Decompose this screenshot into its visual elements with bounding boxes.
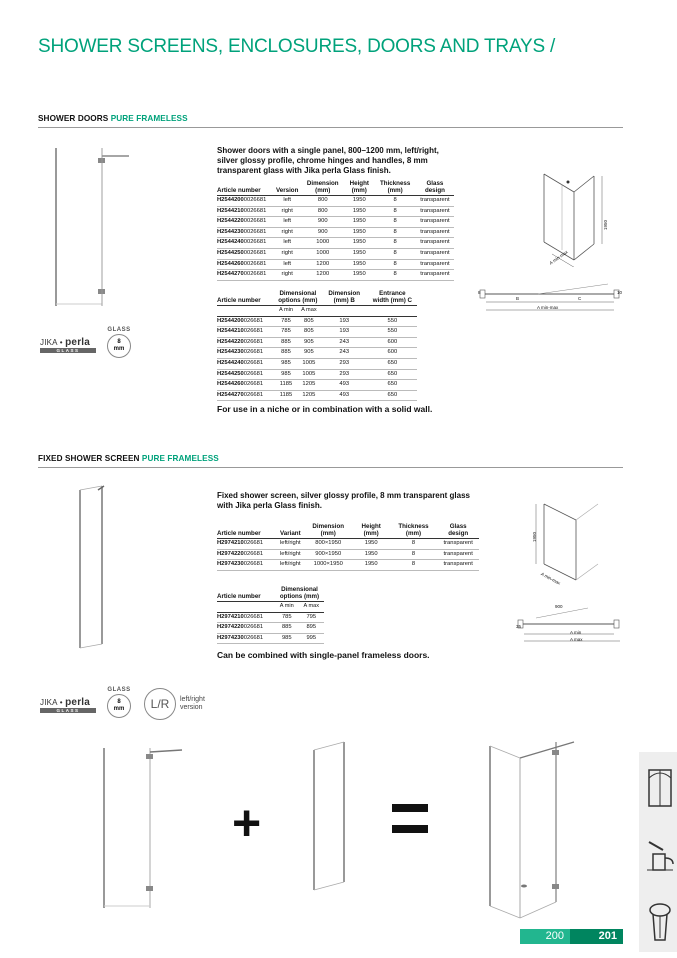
dim-a-iso-1: A min-max xyxy=(548,249,569,266)
article-suffix: 026681 xyxy=(243,624,264,631)
col-variant: Variant xyxy=(277,523,304,539)
article-suffix: 0026681 xyxy=(243,197,267,203)
section1-note: For use in a niche or in combination with a solid wall. xyxy=(217,404,433,414)
heading-accent: PURE FRAMELESS xyxy=(110,114,188,123)
table-cell: 1000 xyxy=(301,248,344,259)
dim-left-plan-2: 35 xyxy=(516,624,522,629)
table-cell: 550 xyxy=(368,316,417,327)
col-options: Dimensional options (mm) xyxy=(275,586,324,602)
table-cell: transparent xyxy=(416,238,454,249)
col-dimension: Dimension (mm) xyxy=(301,180,344,196)
article-main: H2544200 xyxy=(217,317,244,324)
article-main: H2544250 xyxy=(217,370,244,377)
table-cell: left xyxy=(273,238,301,249)
table-cell: 795 xyxy=(299,612,324,623)
table-cell: 985 xyxy=(275,369,297,380)
article-suffix: 026681 xyxy=(243,338,264,345)
article-main: H2544240 xyxy=(217,239,244,246)
col-article: Article number xyxy=(217,523,277,539)
table-cell: 1205 xyxy=(297,380,321,391)
table-cell: 8 xyxy=(390,539,438,550)
heading-plain: SHOWER DOORS xyxy=(38,114,111,123)
article-suffix: 0026681 xyxy=(243,239,267,246)
article-cell xyxy=(217,390,275,401)
table-cell: 1950 xyxy=(344,206,374,217)
table-row xyxy=(217,316,417,327)
dim-amax-plan-2: A max xyxy=(570,637,583,642)
article-cell xyxy=(217,196,273,207)
col-thickness: Thickness (mm) xyxy=(374,180,415,196)
table-cell: A min xyxy=(275,306,297,317)
glass-mm-unit: mm xyxy=(113,706,125,712)
article-main: H2544260 xyxy=(217,260,244,267)
logo-brand-b: perla xyxy=(65,337,91,348)
table-cell: left/right xyxy=(277,539,304,550)
table-row xyxy=(217,358,417,369)
table-subheader-row xyxy=(217,306,417,317)
table-cell: 8 xyxy=(390,560,438,571)
glass-arc-text: GLASS xyxy=(107,327,131,333)
article-cell xyxy=(217,217,273,228)
table-cell: A max xyxy=(297,306,321,317)
section-rule xyxy=(38,467,623,468)
table-row xyxy=(217,196,454,207)
article-suffix: 0026681 xyxy=(243,228,267,235)
table-cell: 985 xyxy=(275,358,297,369)
article-main: H2544200 xyxy=(217,197,244,203)
article-cell xyxy=(217,348,275,359)
table-cell: 905 xyxy=(297,337,321,348)
eq-enclosure-illustration xyxy=(484,736,580,920)
table-row xyxy=(217,380,417,391)
table-row xyxy=(217,560,479,571)
section1-description: Shower doors with a single panel, 800–1200 mm, left/right, silver glossy profile, chrome hinges and handles, 8 mm transparent glass with Jika perla Glass finish. xyxy=(217,146,439,175)
col-article: Article number xyxy=(217,586,275,602)
table-cell: left/right xyxy=(277,549,304,560)
article-suffix: 0026681 xyxy=(243,249,267,256)
table-cell: 895 xyxy=(299,623,324,634)
article-suffix: 026681 xyxy=(243,550,264,557)
table-cell xyxy=(321,306,368,317)
table-cell: 8 xyxy=(374,227,415,238)
page-number-left: 200 xyxy=(520,929,570,944)
table-cell: 885 xyxy=(275,623,299,634)
table-cell xyxy=(217,306,275,317)
table-cell xyxy=(368,306,417,317)
article-cell xyxy=(217,206,273,217)
section2-spec-table xyxy=(217,523,479,571)
glass-arc-text: GLASS xyxy=(107,687,131,693)
article-cell xyxy=(217,560,277,571)
section2-options-table xyxy=(217,586,324,644)
dim-top-plan-2: 900 xyxy=(555,604,563,609)
table-cell: 1950 xyxy=(344,217,374,228)
table-cell: 1000×1950 xyxy=(304,560,353,571)
table-cell: 293 xyxy=(321,369,368,380)
table-row xyxy=(217,390,417,401)
lr-line2: version xyxy=(180,704,203,711)
door-plan-diagram xyxy=(478,280,624,316)
table-cell xyxy=(217,602,275,613)
article-main: H2544250 xyxy=(217,249,244,256)
table-cell: 1950 xyxy=(344,248,374,259)
table-cell: 650 xyxy=(368,390,417,401)
glass-circle xyxy=(107,694,131,718)
table-cell: 1005 xyxy=(297,358,321,369)
article-suffix: 026681 xyxy=(243,381,264,388)
article-main: H2974220 xyxy=(217,550,244,557)
article-cell xyxy=(217,227,273,238)
table-cell: left xyxy=(273,217,301,228)
table-cell: 1950 xyxy=(353,549,390,560)
lr-badge: L/R xyxy=(144,688,176,720)
section2-table2-body xyxy=(217,602,324,644)
table-cell: right xyxy=(273,206,301,217)
section1-table1-body xyxy=(217,196,454,281)
shower-door-illustration xyxy=(44,146,136,308)
heading-plain: FIXED SHOWER SCREEN xyxy=(38,454,142,463)
table-cell: 800 xyxy=(301,196,344,207)
col-dimension: Dimension (mm) xyxy=(304,523,353,539)
table-cell: transparent xyxy=(416,227,454,238)
plus-symbol: + xyxy=(232,795,262,851)
table-cell: 600 xyxy=(368,337,417,348)
article-suffix: 026681 xyxy=(243,349,264,356)
table-cell: 193 xyxy=(321,316,368,327)
table-row xyxy=(217,248,454,259)
table-cell: 905 xyxy=(297,348,321,359)
col-dimension-b: Dimension (mm) B xyxy=(321,290,368,306)
dim-a-iso-2: A min-max xyxy=(540,571,562,586)
table-cell: A max xyxy=(299,602,324,613)
table-cell: 885 xyxy=(275,348,297,359)
table-cell: 493 xyxy=(321,380,368,391)
section-rule xyxy=(38,127,623,128)
table-cell: 1950 xyxy=(344,238,374,249)
col-thickness: Thickness (mm) xyxy=(390,523,438,539)
table-row xyxy=(217,217,454,228)
table-row xyxy=(217,327,417,338)
table-cell: 493 xyxy=(321,390,368,401)
table-cell: 1950 xyxy=(344,196,374,207)
table-cell: 900 xyxy=(301,217,344,228)
table-cell: A min xyxy=(275,602,299,613)
col-glass: Glass design xyxy=(437,523,479,539)
eq-screen-illustration xyxy=(306,740,352,892)
table-cell: 8 xyxy=(374,206,415,217)
article-cell xyxy=(217,549,277,560)
table-cell: left/right xyxy=(277,560,304,571)
table-cell: 550 xyxy=(368,327,417,338)
heading-accent: PURE FRAMELESS xyxy=(141,454,219,463)
toilet-icon[interactable] xyxy=(647,900,673,944)
glass-8mm-badge xyxy=(104,327,134,361)
table-row xyxy=(217,337,417,348)
table-row xyxy=(217,539,479,550)
table-cell: transparent xyxy=(416,217,454,228)
section1-table2-body xyxy=(217,306,417,401)
article-main: H2544230 xyxy=(217,349,244,356)
faucet-icon[interactable] xyxy=(645,834,675,874)
table-cell: 1950 xyxy=(344,270,374,281)
article-suffix: 0026681 xyxy=(243,218,267,225)
table-cell: 8 xyxy=(374,196,415,207)
article-suffix: 0026681 xyxy=(243,207,267,214)
table-cell: 1200 xyxy=(301,259,344,270)
article-main: H2974230 xyxy=(217,634,244,641)
article-cell xyxy=(217,316,275,327)
article-suffix: 026681 xyxy=(243,540,264,546)
table-cell: 1950 xyxy=(344,259,374,270)
logo-brand-a: JIKA xyxy=(40,338,58,347)
table-cell: 800 xyxy=(301,206,344,217)
article-main: H2974210 xyxy=(217,540,244,546)
table-cell: 1185 xyxy=(275,380,297,391)
table-subheader-row xyxy=(217,602,324,613)
table-cell: 8 xyxy=(374,217,415,228)
table-row xyxy=(217,238,454,249)
article-main: H2544220 xyxy=(217,218,244,225)
article-main: H2544210 xyxy=(217,328,244,335)
article-cell xyxy=(217,259,273,270)
table-cell: 1950 xyxy=(353,560,390,571)
dim-left-plan-1: 8 xyxy=(478,290,481,295)
table-row xyxy=(217,369,417,380)
section2-note: Can be combined with single-panel frameless doors. xyxy=(217,650,430,660)
table-cell: 650 xyxy=(368,380,417,391)
table-cell: 8 xyxy=(374,259,415,270)
article-suffix: 026681 xyxy=(243,370,264,377)
section2-table1-body xyxy=(217,539,479,571)
dim-height-1: 1950 xyxy=(603,219,608,230)
table-row xyxy=(217,227,454,238)
table-cell: 900×1950 xyxy=(304,549,353,560)
article-suffix: 026681 xyxy=(243,613,264,620)
col-article: Article number xyxy=(217,290,275,306)
article-suffix: 026681 xyxy=(243,359,264,366)
equals-symbol xyxy=(392,800,428,801)
article-cell xyxy=(217,238,273,249)
table-cell: 8 xyxy=(374,238,415,249)
article-main: H2974230 xyxy=(217,561,244,568)
dim-a-plan-1: A min-max xyxy=(537,305,559,310)
col-options: Dimensional options (mm) xyxy=(275,290,321,306)
glass-circle xyxy=(107,334,131,358)
glass-8mm-badge-2 xyxy=(104,687,134,721)
category-side-tabs xyxy=(639,752,677,952)
table-cell: 243 xyxy=(321,337,368,348)
article-main: H2974210 xyxy=(217,613,244,620)
article-suffix: 0026681 xyxy=(243,271,267,278)
section1-options-table xyxy=(217,290,417,401)
eq-door-illustration xyxy=(96,744,188,910)
table-cell: 785 xyxy=(275,612,299,623)
col-height: Height (mm) xyxy=(344,180,374,196)
article-cell xyxy=(217,327,275,338)
article-main: H2544270 xyxy=(217,391,244,398)
table-cell: 293 xyxy=(321,358,368,369)
article-cell xyxy=(217,337,275,348)
article-main: H2974220 xyxy=(217,624,244,631)
col-height: Height (mm) xyxy=(353,523,390,539)
article-cell xyxy=(217,539,277,550)
article-suffix: 026681 xyxy=(243,391,264,398)
door-iso-diagram xyxy=(522,162,622,267)
table-cell: 1200 xyxy=(301,270,344,281)
article-cell xyxy=(217,248,273,259)
article-suffix: 026681 xyxy=(243,317,264,324)
article-cell xyxy=(217,380,275,391)
table-cell: 8 xyxy=(374,270,415,281)
table-cell: 800×1950 xyxy=(304,539,353,550)
glass-mm-value: 8 xyxy=(117,699,121,705)
table-cell: 1950 xyxy=(353,539,390,550)
article-suffix: 0026681 xyxy=(243,260,267,267)
table-row xyxy=(217,206,454,217)
page-number-right: 201 xyxy=(570,929,623,944)
table-cell: 985 xyxy=(275,633,299,644)
article-cell xyxy=(217,358,275,369)
table-row xyxy=(217,270,454,281)
article-main: H2544220 xyxy=(217,338,244,345)
table-row xyxy=(217,259,454,270)
table-cell: right xyxy=(273,270,301,281)
dim-right-plan-1: 10 xyxy=(617,290,623,295)
table-cell: 600 xyxy=(368,348,417,359)
glass-mm-unit: mm xyxy=(113,346,125,352)
table-row xyxy=(217,549,479,560)
table-cell: transparent xyxy=(437,539,479,550)
equals-bar-top xyxy=(392,804,428,812)
section1-spec-table xyxy=(217,180,454,281)
table-cell: 785 xyxy=(275,327,297,338)
jika-perla-logo-2: JIKA • perla GLASS xyxy=(40,697,96,713)
article-cell xyxy=(217,633,275,644)
table-row xyxy=(217,348,417,359)
section-heading-shower-doors xyxy=(38,114,188,123)
lr-line1: left/right xyxy=(180,696,205,703)
table-cell: 650 xyxy=(368,369,417,380)
article-suffix: 026681 xyxy=(243,634,264,641)
table-cell: 193 xyxy=(321,327,368,338)
article-main: H2544260 xyxy=(217,381,244,388)
article-main: H2544230 xyxy=(217,228,244,235)
article-suffix: 026681 xyxy=(243,328,264,335)
logo-brand-b: perla xyxy=(65,697,91,708)
col-entrance: Entrance width (mm) C xyxy=(368,290,417,306)
table-cell: 805 xyxy=(297,316,321,327)
article-cell xyxy=(217,623,275,634)
dim-c-plan-1: C xyxy=(578,296,582,301)
table-cell: 995 xyxy=(299,633,324,644)
article-cell xyxy=(217,270,273,281)
table-cell: 805 xyxy=(297,327,321,338)
col-version: Version xyxy=(273,180,301,196)
logo-bar: GLASS xyxy=(40,348,96,353)
table-cell: 1205 xyxy=(297,390,321,401)
col-glass: Glass design xyxy=(416,180,454,196)
table-cell: left xyxy=(273,196,301,207)
table-cell: 8 xyxy=(390,549,438,560)
article-main: H2544270 xyxy=(217,271,244,278)
table-cell: transparent xyxy=(416,248,454,259)
dim-b-plan-1: B xyxy=(516,296,520,301)
table-cell: left xyxy=(273,259,301,270)
table-cell: transparent xyxy=(416,196,454,207)
article-suffix: 026681 xyxy=(243,561,264,568)
table-cell: 650 xyxy=(368,358,417,369)
dim-height-2: 1950 xyxy=(532,531,537,542)
table-cell: transparent xyxy=(437,549,479,560)
table-row xyxy=(217,633,324,644)
page-title: SHOWER SCREENS, ENCLOSURES, DOORS AND TRAYS / xyxy=(38,36,556,57)
dim-amin-plan-2: A min xyxy=(570,630,582,635)
table-cell: 243 xyxy=(321,348,368,359)
article-cell xyxy=(217,369,275,380)
article-main: H2544240 xyxy=(217,359,244,366)
table-row xyxy=(217,612,324,623)
table-cell: right xyxy=(273,227,301,238)
table-row xyxy=(217,623,324,634)
table-cell: 1185 xyxy=(275,390,297,401)
table-cell: 8 xyxy=(374,248,415,259)
table-cell: 1005 xyxy=(297,369,321,380)
table-cell: 1000 xyxy=(301,238,344,249)
table-cell: transparent xyxy=(416,206,454,217)
table-cell: 1950 xyxy=(344,227,374,238)
lr-version-text xyxy=(180,696,205,712)
equals-bar-bottom xyxy=(392,825,428,833)
table-cell: 900 xyxy=(301,227,344,238)
table-cell: transparent xyxy=(416,270,454,281)
logo-brand-a: JIKA xyxy=(40,698,58,707)
glass-mm-value: 8 xyxy=(117,339,121,345)
article-cell xyxy=(217,612,275,623)
table-cell: 885 xyxy=(275,337,297,348)
shower-enclosure-icon[interactable] xyxy=(647,766,673,810)
table-cell: transparent xyxy=(437,560,479,571)
logo-bar: GLASS xyxy=(40,708,96,713)
col-article: Article number xyxy=(217,180,273,196)
jika-perla-logo: JIKA • perla GLASS xyxy=(40,337,96,353)
article-main: H2544210 xyxy=(217,207,244,214)
section2-description: Fixed shower screen, silver glossy profile, 8 mm transparent glass with Jika perla Glass finish. xyxy=(217,491,470,510)
section-heading-fixed-screen xyxy=(38,454,219,463)
fixed-screen-illustration xyxy=(72,484,112,650)
table-cell: transparent xyxy=(416,259,454,270)
table-cell: right xyxy=(273,248,301,259)
table-cell: 785 xyxy=(275,316,297,327)
